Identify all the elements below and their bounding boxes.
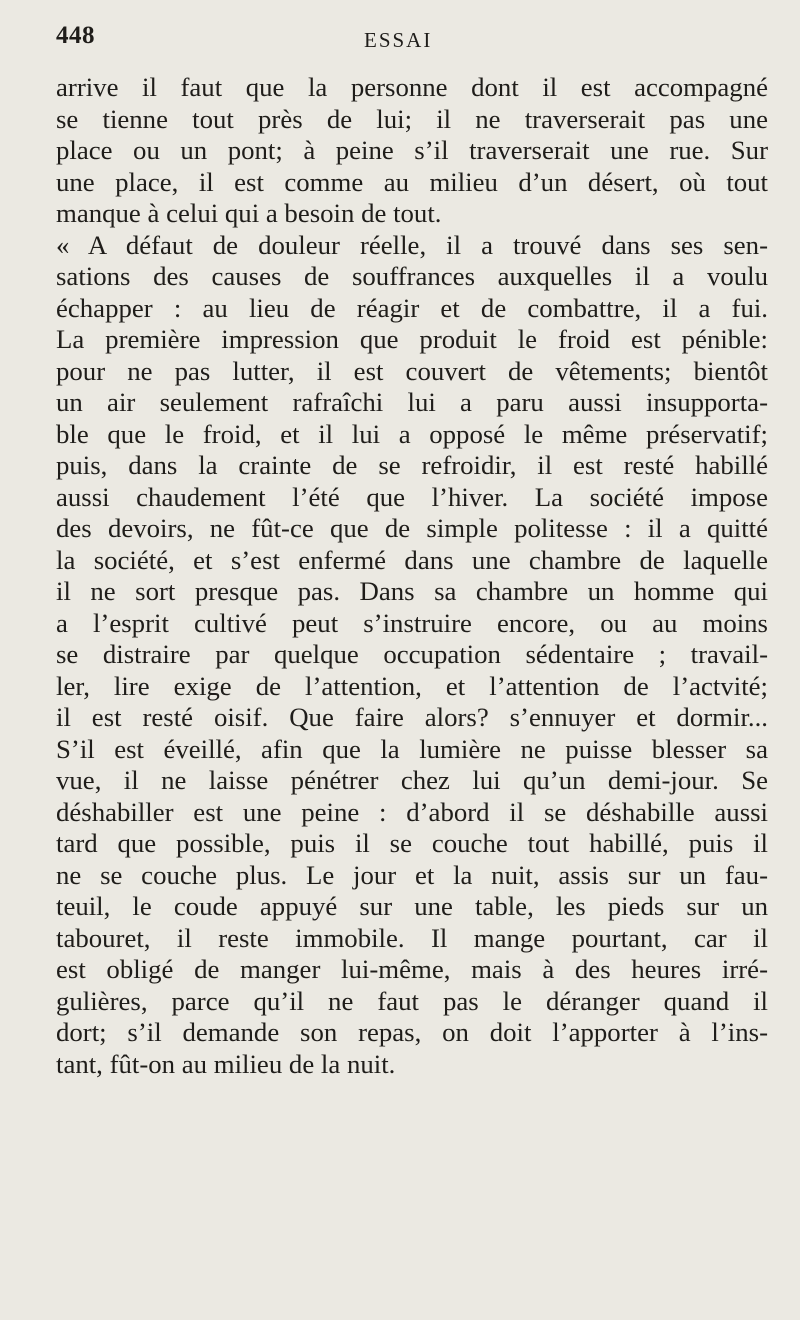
- text-line: se tienne tout près de lui; il ne traverserait pas une: [56, 103, 768, 134]
- text-line: manque à celui qui a besoin de tout.: [56, 198, 442, 228]
- running-title: ESSAI: [364, 28, 433, 52]
- text-line: pour ne pas lutter, il est couvert de vêtements; bientôt: [56, 355, 768, 386]
- text-line: ble que le froid, et il lui a opposé le même préservatif;: [56, 418, 768, 449]
- text-line: se distraire par quelque occupation sédentaire ; travail-: [56, 639, 768, 669]
- text-line: déshabiller est une peine : d’abord il se déshabille aussi: [56, 796, 768, 827]
- text-line: La première impression que produit le froid est pénible:: [56, 324, 768, 354]
- page-number: 448: [56, 22, 95, 49]
- text-line: ler, lire exige de l’attention, et l’attention de l’actvité;: [56, 670, 768, 701]
- text-line: il est resté oisif. Que faire alors? s’ennuyer et dormir...: [56, 702, 768, 732]
- text-line: dort; s’il demande son repas, on doit l’apporter à l’ins-: [56, 1017, 768, 1047]
- running-head: [56, 22, 746, 62]
- text-line: échapper : au lieu de réagir et de combattre, il a fui.: [56, 292, 768, 323]
- text-line: sations des causes de souffrances auxquelles il a voulu: [56, 261, 768, 291]
- text-line: gulières, parce qu’il ne faut pas le déranger quand il: [56, 985, 768, 1016]
- text-line: des devoirs, ne fût-ce que de simple politesse : il a quitté: [56, 513, 768, 543]
- text-line: « A défaut de douleur réelle, il a trouvé dans ses sen-: [56, 229, 768, 260]
- text-line: tabouret, il reste immobile. Il mange pourtant, car il: [56, 922, 768, 953]
- body-text: [56, 72, 768, 1080]
- text-line: une place, il est comme au milieu d’un désert, où tout: [56, 166, 768, 197]
- text-line: aussi chaudement l’été que l’hiver. La société impose: [56, 481, 768, 512]
- text-line: teuil, le coude appuyé sur une table, les pieds sur un: [56, 891, 768, 921]
- text-line: ne se couche plus. Le jour et la nuit, assis sur un fau-: [56, 859, 768, 890]
- text-line: a l’esprit cultivé peut s’instruire encore, ou au moins: [56, 607, 768, 638]
- text-line: la société, et s’est enfermé dans une chambre de laquelle: [56, 544, 768, 575]
- text-line: place ou un pont; à peine s’il traverserait une rue. Sur: [56, 135, 768, 165]
- text-line: puis, dans la crainte de se refroidir, il est resté habillé: [56, 450, 768, 480]
- text-line: arrive il faut que la personne dont il est accompagné: [56, 72, 768, 102]
- text-line: S’il est éveillé, afin que la lumière ne puisse blesser sa: [56, 733, 768, 764]
- text-line: tard que possible, puis il se couche tout habillé, puis il: [56, 828, 768, 858]
- text-line: un air seulement rafraîchi lui a paru aussi insupporta-: [56, 387, 768, 417]
- text-line: vue, il ne laisse pénétrer chez lui qu’un demi-jour. Se: [56, 765, 768, 795]
- text-line: tant, fût-on au milieu de la nuit.: [56, 1048, 396, 1079]
- text-line: il ne sort presque pas. Dans sa chambre un homme qui: [56, 576, 768, 606]
- text-line: est obligé de manger lui-même, mais à des heures irré-: [56, 954, 768, 984]
